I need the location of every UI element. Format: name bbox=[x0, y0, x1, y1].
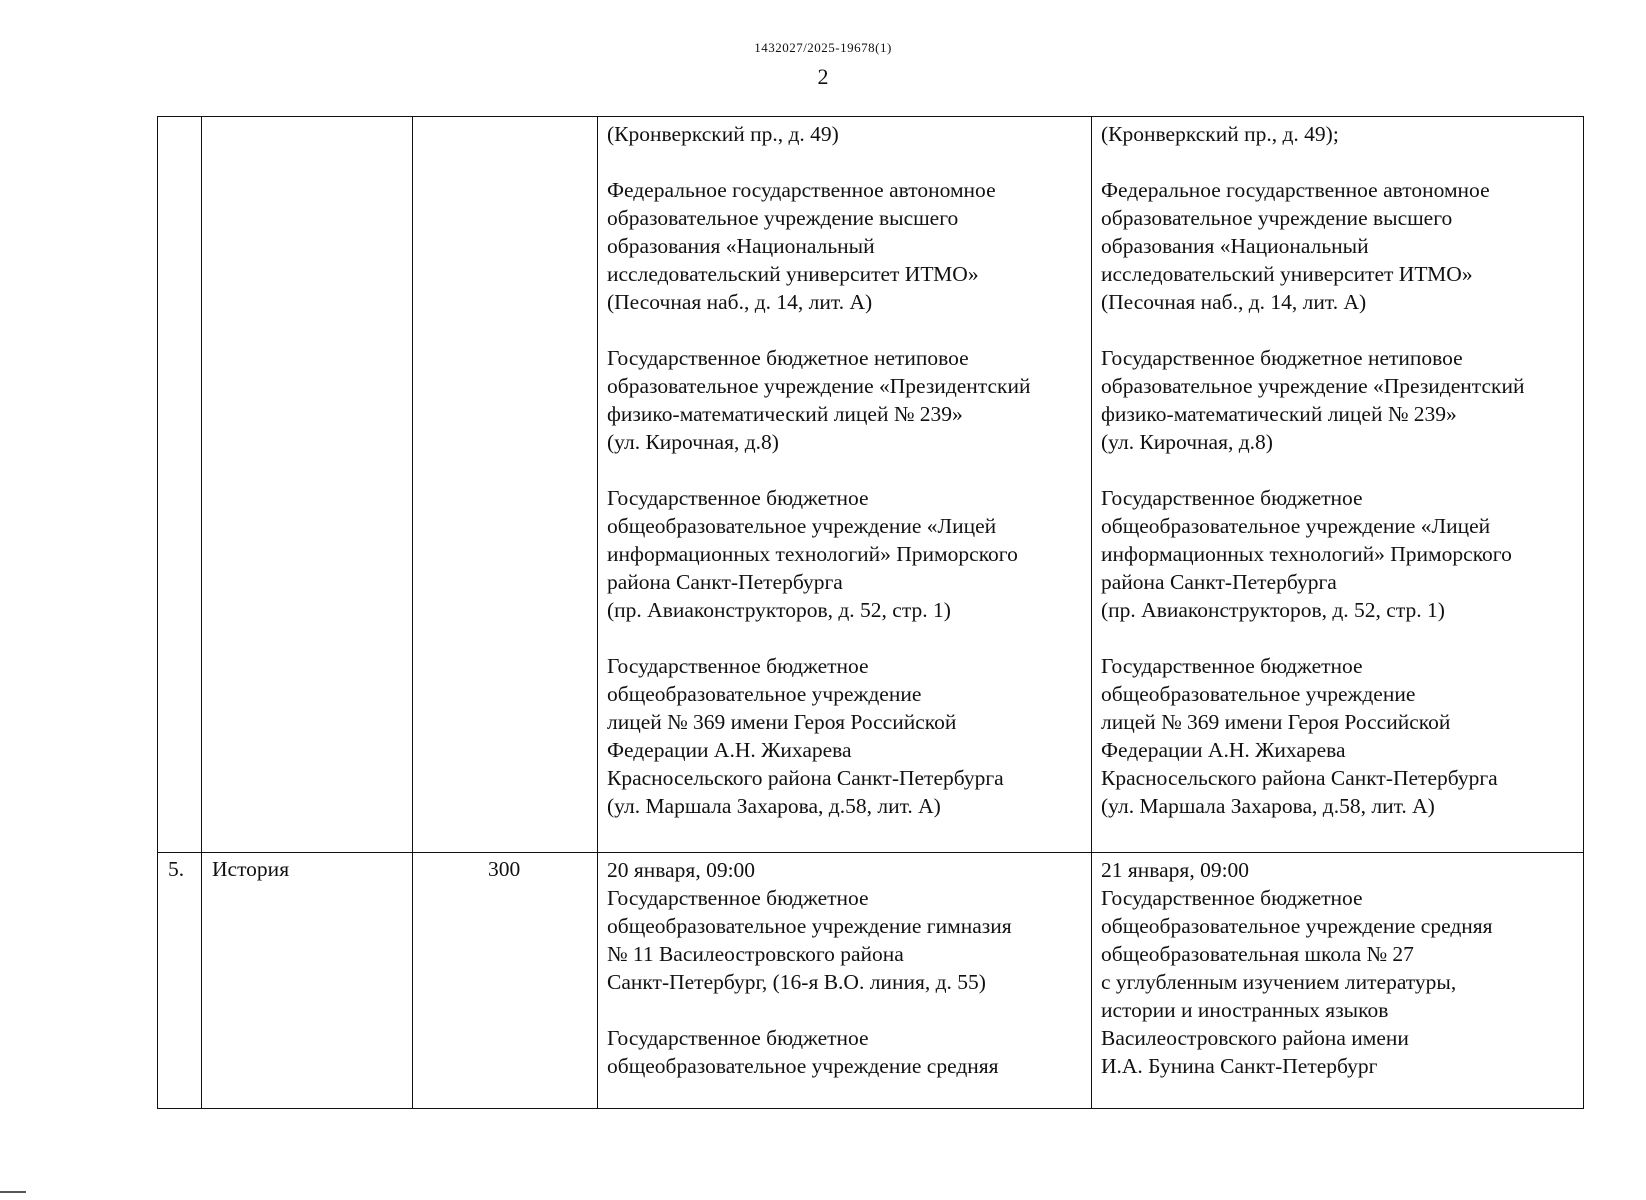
row-number-cell bbox=[158, 117, 202, 853]
venue-line: истории и иностранных языков bbox=[1101, 998, 1389, 1022]
venue-line: общеобразовательное учреждение гимназия bbox=[607, 914, 1012, 938]
venue-line: Федерации А.Н. Жихарева bbox=[607, 738, 852, 762]
venue-line: (Кронверкский пр., д. 49); bbox=[1101, 122, 1339, 146]
venue-line: 20 января, 09:00 bbox=[607, 858, 756, 882]
venue-line: Федеральное государственное автономное bbox=[1101, 178, 1490, 202]
venue-day2-cell bbox=[1092, 853, 1584, 1109]
participants-count-cell: 300 bbox=[413, 853, 598, 1109]
venue-line: 21 января, 09:00 bbox=[1101, 858, 1250, 882]
venue-line: Федерации А.Н. Жихарева bbox=[1101, 738, 1346, 762]
venue-line: (Песочная наб., д. 14, лит. А) bbox=[607, 290, 873, 314]
venue-line: исследовательский университет ИТМО» bbox=[1101, 262, 1473, 286]
venue-line: общеобразовательное учреждение bbox=[607, 682, 922, 706]
venue-line: Государственное бюджетное bbox=[607, 654, 869, 678]
venue-line: Красносельского района Санкт-Петербурга bbox=[607, 766, 1004, 790]
row-number-cell: 5. bbox=[158, 853, 202, 1109]
venue-entry bbox=[607, 1024, 1083, 1080]
venue-entry bbox=[607, 484, 1083, 624]
venue-line: (пр. Авиаконструкторов, д. 52, стр. 1) bbox=[1101, 598, 1445, 622]
venue-line: И.А. Бунина Санкт-Петербург bbox=[1101, 1054, 1378, 1078]
venue-line: Василеостровского района имени bbox=[1101, 1026, 1409, 1050]
venue-line: Государственное бюджетное bbox=[607, 1026, 869, 1050]
venue-line: района Санкт-Петербурга bbox=[607, 570, 843, 594]
venue-line: Федеральное государственное автономное bbox=[607, 178, 996, 202]
venue-line: (ул. Кирочная, д.8) bbox=[607, 430, 779, 454]
venue-line: образовательное учреждение высшего bbox=[607, 206, 959, 230]
venue-line: (ул. Кирочная, д.8) bbox=[1101, 430, 1273, 454]
venue-entry bbox=[607, 652, 1083, 820]
venue-line: образовательное учреждение «Президентский bbox=[607, 374, 1031, 398]
venue-line: образовательное учреждение высшего bbox=[1101, 206, 1453, 230]
venue-line: лицей № 369 имени Героя Российской bbox=[1101, 710, 1451, 734]
scan-edge-mark bbox=[0, 1191, 26, 1193]
venue-line: Государственное бюджетное нетиповое bbox=[1101, 346, 1463, 370]
venue-line: лицей № 369 имени Героя Российской bbox=[607, 710, 957, 734]
venue-line: физико-математический лицей № 239» bbox=[607, 402, 963, 426]
venue-entry bbox=[607, 856, 1083, 996]
venue-line: (Песочная наб., д. 14, лит. А) bbox=[1101, 290, 1367, 314]
venue-line: (Кронверкский пр., д. 49) bbox=[607, 122, 839, 146]
venue-line: № 11 Василеостровского района bbox=[607, 942, 904, 966]
venue-line: общеобразовательная школа № 27 bbox=[1101, 942, 1414, 966]
venue-line: (ул. Маршала Захарова, д.58, лит. А) bbox=[1101, 794, 1435, 818]
venue-line: Государственное бюджетное bbox=[607, 486, 869, 510]
olympiad-schedule-table bbox=[157, 116, 1584, 1109]
venue-line: Красносельского района Санкт-Петербурга bbox=[1101, 766, 1498, 790]
venue-line: образования «Национальный bbox=[607, 234, 875, 258]
table-row bbox=[158, 117, 1584, 853]
venue-line: общеобразовательное учреждение средняя bbox=[1101, 914, 1493, 938]
venue-line: Санкт-Петербург, (16-я В.О. линия, д. 55) bbox=[607, 970, 986, 994]
venue-entry bbox=[1101, 120, 1575, 148]
venue-line: (ул. Маршала Захарова, д.58, лит. А) bbox=[607, 794, 941, 818]
table-row bbox=[158, 853, 1584, 1109]
participants-count-cell bbox=[413, 117, 598, 853]
venue-day1-cell bbox=[598, 853, 1092, 1109]
venue-entry bbox=[607, 176, 1083, 316]
venue-line: образовательное учреждение «Президентский bbox=[1101, 374, 1525, 398]
venue-entry bbox=[1101, 344, 1575, 456]
venue-line: с углубленным изучением литературы, bbox=[1101, 970, 1457, 994]
page-number: 2 bbox=[817, 64, 829, 89]
venue-line: общеобразовательное учреждение средняя bbox=[607, 1054, 999, 1078]
venue-day2-cell bbox=[1092, 117, 1584, 853]
venue-line: информационных технологий» Приморского bbox=[1101, 542, 1512, 566]
venue-line: общеобразовательное учреждение bbox=[1101, 682, 1416, 706]
venue-entry bbox=[607, 120, 1083, 148]
venue-entry bbox=[1101, 652, 1575, 820]
venue-entry bbox=[1101, 856, 1575, 1080]
venue-line: (пр. Авиаконструкторов, д. 52, стр. 1) bbox=[607, 598, 951, 622]
venue-line: Государственное бюджетное нетиповое bbox=[607, 346, 969, 370]
venue-day1-cell bbox=[598, 117, 1092, 853]
venue-entry bbox=[607, 344, 1083, 456]
venue-line: Государственное бюджетное bbox=[1101, 886, 1363, 910]
venue-entry bbox=[1101, 176, 1575, 316]
venue-entry bbox=[1101, 484, 1575, 624]
venue-line: общеобразовательное учреждение «Лицей bbox=[1101, 514, 1491, 538]
document-number: 1432027/2025-19678(1) bbox=[754, 40, 892, 55]
venue-line: образования «Национальный bbox=[1101, 234, 1369, 258]
venue-line: общеобразовательное учреждение «Лицей bbox=[607, 514, 997, 538]
subject-cell: История bbox=[202, 853, 413, 1109]
subject-cell bbox=[202, 117, 413, 853]
venue-line: физико-математический лицей № 239» bbox=[1101, 402, 1457, 426]
venue-line: исследовательский университет ИТМО» bbox=[607, 262, 979, 286]
venue-line: информационных технологий» Приморского bbox=[607, 542, 1018, 566]
venue-line: района Санкт-Петербурга bbox=[1101, 570, 1337, 594]
venue-line: Государственное бюджетное bbox=[607, 886, 869, 910]
venue-line: Государственное бюджетное bbox=[1101, 486, 1363, 510]
venue-line: Государственное бюджетное bbox=[1101, 654, 1363, 678]
